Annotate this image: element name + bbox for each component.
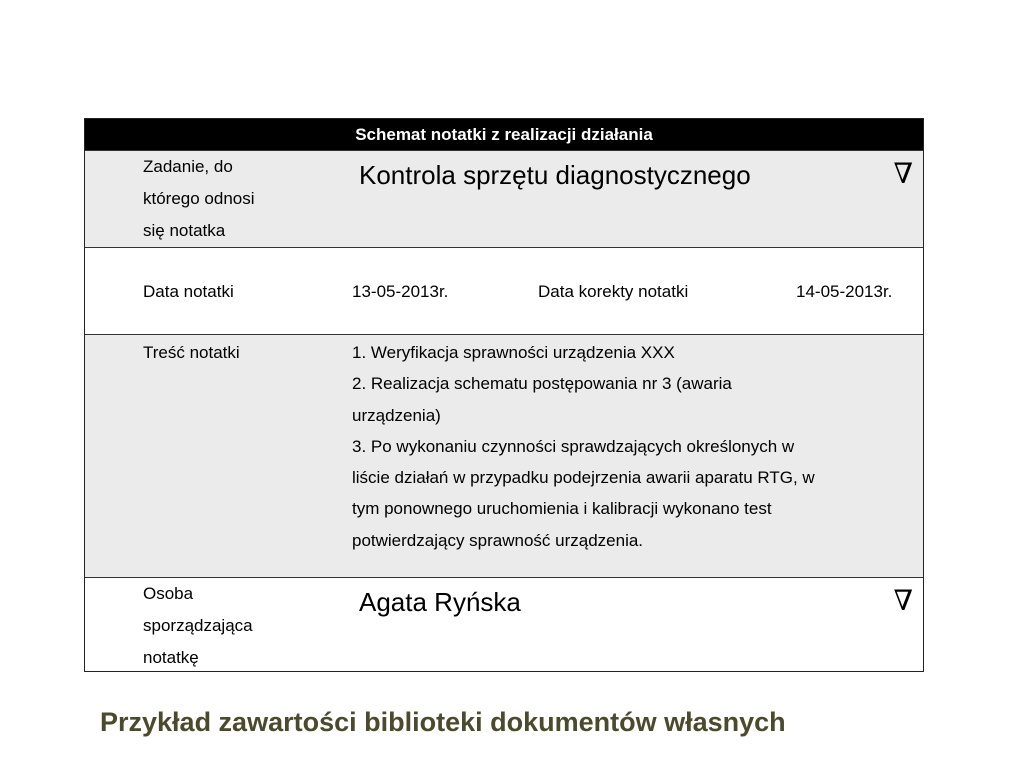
content-line: 2. Realizacja schematu postępowania nr 3 (awaria bbox=[352, 374, 732, 394]
task-label bbox=[143, 151, 293, 247]
footer-title: Przykład zawartości biblioteki dokumentów własnych bbox=[100, 707, 786, 737]
correction-date-label: Data korekty notatki bbox=[538, 282, 689, 301]
content-line: liście działań w przypadku podejrzenia awarii aparatu RTG, w bbox=[352, 468, 815, 488]
table-header: Schemat notatki z realizacji działania bbox=[85, 119, 923, 150]
author-label bbox=[143, 578, 293, 674]
date-value[interactable]: 13-05-2013r. bbox=[352, 282, 449, 301]
content-line: potwierdzający sprawność urządzenia. bbox=[352, 530, 644, 550]
content-line: 3. Po wykonaniu czynności sprawdzających określonych w bbox=[352, 436, 795, 456]
task-label-line: Zadanie, do bbox=[143, 157, 233, 176]
content-text[interactable] bbox=[352, 337, 917, 556]
task-label-line: się notatka bbox=[143, 221, 226, 240]
author-dropdown-icon[interactable]: ∇ bbox=[893, 584, 913, 617]
author-label-line: notatkę bbox=[143, 648, 199, 667]
task-value[interactable]: Kontrola sprzętu diagnostycznego bbox=[359, 160, 751, 190]
content-line: urządzenia) bbox=[352, 405, 441, 425]
correction-date-value[interactable]: 14-05-2013r. bbox=[796, 282, 893, 301]
content-row bbox=[85, 334, 923, 577]
note-template-table bbox=[84, 118, 924, 672]
content-label: Treść notatki bbox=[143, 343, 240, 362]
content-line: tym ponownego uruchomienia i kalibracji wykonano test bbox=[352, 499, 772, 519]
date-row bbox=[85, 247, 923, 334]
task-label-line: którego odnosi bbox=[143, 189, 255, 208]
author-row bbox=[85, 577, 923, 671]
content-line: 1. Weryfikacja sprawności urządzenia XXX bbox=[352, 343, 675, 362]
task-dropdown-icon[interactable]: ∇ bbox=[893, 157, 913, 190]
task-row bbox=[85, 150, 923, 247]
author-label-line: sporządzająca bbox=[143, 616, 253, 635]
date-label: Data notatki bbox=[143, 282, 234, 301]
author-value[interactable]: Agata Ryńska bbox=[359, 587, 521, 617]
author-label-line: Osoba bbox=[143, 584, 194, 603]
